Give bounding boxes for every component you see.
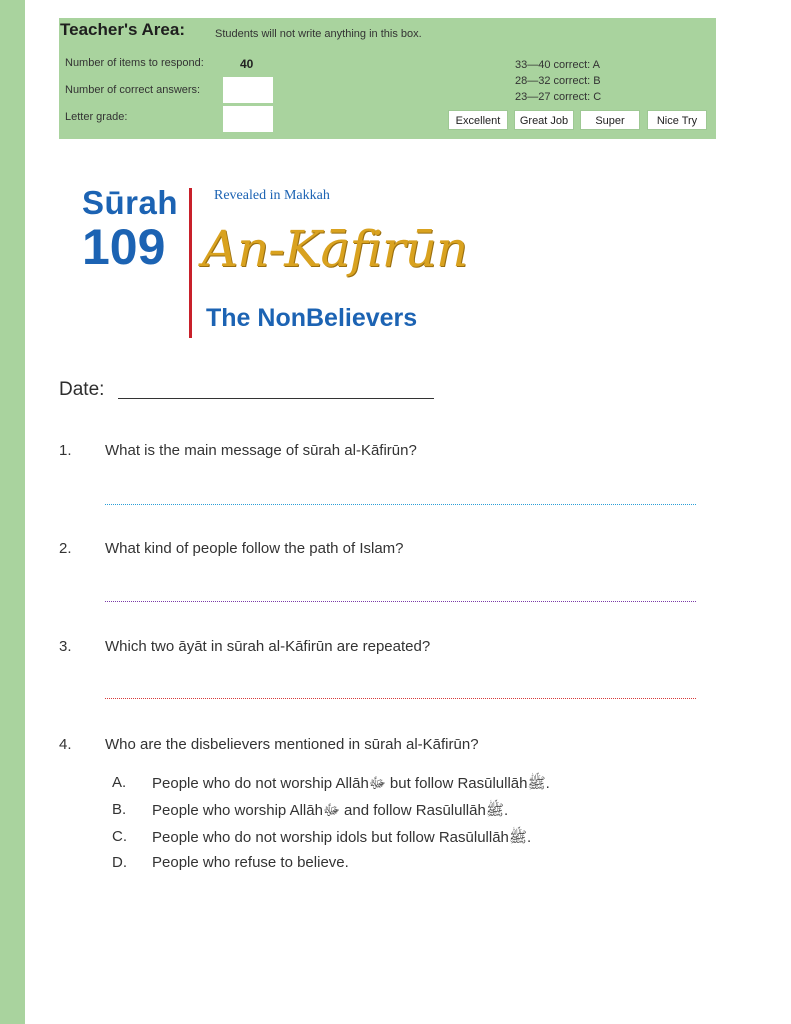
option-letter: C. [112, 828, 127, 845]
grade-scale-row: 28—32 correct: B [515, 75, 601, 87]
question-number: 4. [59, 736, 72, 753]
correct-answers-field[interactable] [223, 77, 273, 103]
option-letter: D. [112, 854, 127, 871]
date-field[interactable] [118, 398, 434, 399]
option-c[interactable]: People who do not worship idols but follow Rasūlullāhﷺ. [152, 829, 532, 846]
surah-number: 109 [82, 219, 166, 275]
grade-scale-row: 23—27 correct: C [515, 91, 602, 103]
teacher-area-note: Students will not write anything in this box. [215, 28, 422, 40]
question-number: 1. [59, 442, 72, 459]
revealed-note: Revealed in Makkah [214, 188, 330, 203]
letter-grade-field[interactable] [223, 106, 273, 132]
praise-super[interactable]: Super [580, 110, 640, 130]
praise-great-job[interactable]: Great Job [514, 110, 574, 130]
surah-title-transliteration: An-Kāfirūn [202, 220, 468, 278]
items-value: 40 [240, 57, 254, 71]
teacher-area-box [59, 18, 716, 139]
items-label: Number of items to respond: [65, 57, 204, 69]
answer-line-2[interactable] [105, 601, 696, 602]
surah-word: Sūrah [82, 184, 179, 221]
option-letter: A. [112, 774, 127, 791]
praise-excellent[interactable]: Excellent [448, 110, 508, 130]
answer-line-1[interactable] [105, 504, 696, 505]
answer-line-3[interactable] [105, 698, 696, 699]
grade-scale-row: 33—40 correct: A [515, 59, 600, 71]
question-text: What is the main message of sūrah al-Kāfirūn? [105, 442, 417, 459]
title-divider [189, 188, 192, 338]
question-number: 3. [59, 638, 72, 655]
left-color-band [0, 0, 25, 1024]
question-text: Which two āyāt in sūrah al-Kāfirūn are repeated? [105, 638, 431, 655]
grade-scale [515, 57, 601, 105]
letter-grade-label: Letter grade: [65, 111, 128, 123]
teacher-area-title: Teacher's Area: [60, 20, 185, 39]
question-text: What kind of people follow the path of Islam? [105, 540, 404, 557]
option-a[interactable]: People who do not worship Allāhﷻ but follow Rasūlullāhﷺ. [152, 775, 550, 792]
question-text: Who are the disbelievers mentioned in sūrah al-Kāfirūn? [105, 736, 479, 753]
correct-answers-label: Number of correct answers: [65, 84, 201, 96]
surah-title-english: The NonBelievers [206, 304, 418, 332]
date-label: Date: [59, 379, 105, 400]
praise-nice-try[interactable]: Nice Try [647, 110, 707, 130]
option-d[interactable]: People who refuse to believe. [152, 854, 349, 871]
question-number: 2. [59, 540, 72, 557]
option-letter: B. [112, 801, 127, 818]
option-b[interactable]: People who worship Allāhﷻ and follow Rasūlullāhﷺ. [152, 802, 509, 819]
